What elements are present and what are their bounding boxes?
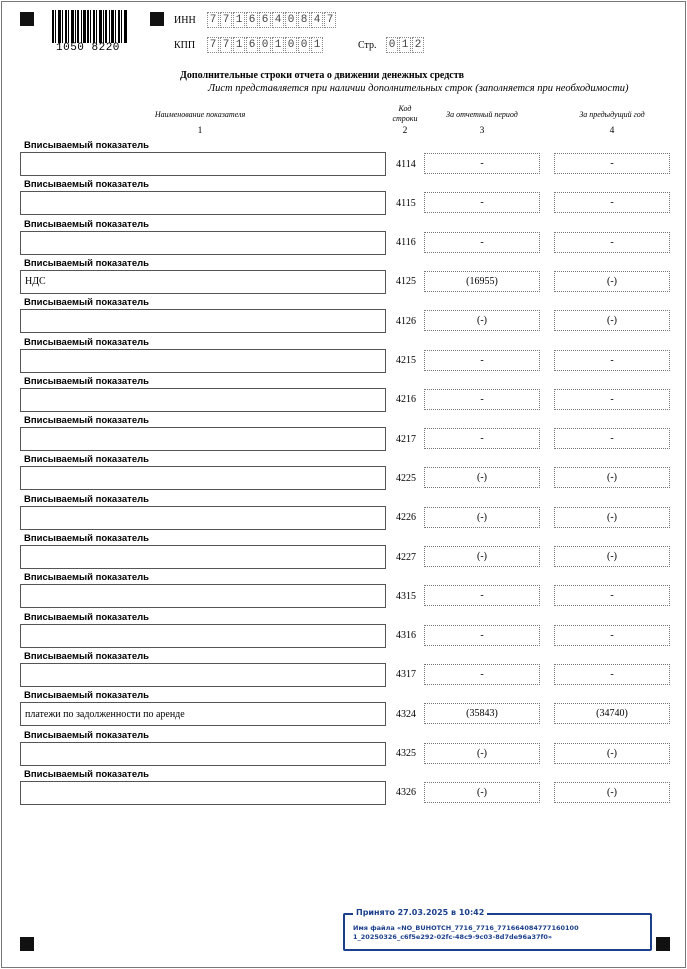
corner-marker-top-left — [20, 12, 34, 26]
digit-cell: 6 — [259, 12, 271, 28]
previous-year-value[interactable]: (-) — [554, 271, 670, 292]
indicator-name-field[interactable] — [20, 388, 386, 412]
col-num-2: 2 — [402, 126, 408, 136]
row-label: Вписываемый показатель — [24, 297, 149, 309]
line-code: 4316 — [396, 630, 416, 642]
digit-cell: 0 — [386, 37, 398, 53]
previous-year-value[interactable]: - — [554, 664, 670, 685]
digit-cell: 4 — [311, 12, 323, 28]
indicator-name-field[interactable] — [20, 427, 386, 451]
previous-year-value[interactable]: - — [554, 585, 670, 606]
form-subtitle: Лист представляется при наличии дополнительных строк (заполняется при необходимости) — [208, 83, 629, 94]
digit-cell: 7 — [220, 37, 232, 53]
indicator-name-field[interactable] — [20, 349, 386, 373]
line-code: 4125 — [396, 276, 416, 288]
current-period-value[interactable]: - — [424, 585, 540, 606]
line-code: 4217 — [396, 433, 416, 445]
page-label: Стр. — [358, 40, 377, 51]
line-code: 4115 — [396, 197, 416, 209]
indicator-name-field[interactable] — [20, 624, 386, 648]
row-label: Вписываемый показатель — [24, 375, 149, 387]
previous-year-value[interactable]: - — [554, 350, 670, 371]
digit-cell: 2 — [412, 37, 424, 53]
line-code: 4326 — [396, 787, 416, 799]
table-row — [0, 533, 687, 572]
digit-cell: 0 — [298, 37, 310, 53]
current-period-value[interactable]: - — [424, 232, 540, 253]
previous-year-value[interactable]: - — [554, 389, 670, 410]
digit-cell: 0 — [259, 37, 271, 53]
digit-cell: 7 — [324, 12, 336, 28]
kpp-field — [207, 37, 324, 53]
digit-cell: 7 — [207, 37, 219, 53]
row-label: Вписываемый показатель — [24, 179, 149, 191]
current-period-value[interactable]: - — [424, 389, 540, 410]
previous-year-value[interactable]: (-) — [554, 743, 670, 764]
previous-year-value[interactable]: - — [554, 192, 670, 213]
table-row — [0, 297, 687, 336]
row-label: Вписываемый показатель — [24, 218, 149, 230]
current-period-value[interactable]: - — [424, 428, 540, 449]
previous-year-value[interactable]: - — [554, 153, 670, 174]
current-period-value[interactable]: (-) — [424, 467, 540, 488]
current-period-value[interactable]: (-) — [424, 507, 540, 528]
row-label: Вписываемый показатель — [24, 533, 149, 544]
digit-cell: 0 — [285, 12, 297, 28]
col-num-1: 1 — [197, 126, 203, 136]
previous-year-value[interactable]: - — [554, 428, 670, 449]
row-label: Вписываемый показатель — [24, 572, 149, 584]
current-period-value[interactable]: - — [424, 664, 540, 685]
line-code: 4114 — [396, 158, 416, 170]
col-num-4: 4 — [609, 126, 615, 136]
row-label: Вписываемый показатель — [24, 611, 149, 623]
indicator-name-field[interactable] — [20, 309, 386, 333]
current-period-value[interactable]: - — [424, 153, 540, 174]
header-code-2: строки — [392, 114, 418, 123]
indicator-name-field[interactable] — [20, 506, 386, 530]
row-label: Вписываемый показатель — [24, 690, 149, 702]
table-row — [0, 415, 687, 454]
row-label: Вписываемый показатель — [24, 454, 149, 466]
line-code: 4215 — [396, 355, 416, 366]
digit-cell: 1 — [233, 37, 245, 53]
table-row — [0, 572, 687, 611]
indicator-name-field[interactable] — [20, 781, 386, 805]
indicator-name-field[interactable] — [20, 191, 386, 215]
indicator-name-field[interactable] — [20, 663, 386, 687]
current-period-value[interactable]: - — [424, 625, 540, 646]
table-row — [0, 769, 687, 808]
table-row — [0, 140, 687, 179]
previous-year-value[interactable]: (-) — [554, 546, 670, 567]
current-period-value[interactable]: (-) — [424, 743, 540, 764]
table-row — [0, 730, 687, 769]
page-number-field — [386, 37, 425, 53]
indicator-name-field[interactable]: НДС — [20, 270, 386, 294]
row-label: Вписываемый показатель — [24, 768, 149, 780]
digit-cell: 6 — [246, 37, 258, 53]
digit-cell: 6 — [246, 12, 258, 28]
current-period-value[interactable]: (16955) — [424, 271, 540, 292]
digit-cell: 1 — [311, 37, 323, 53]
table-row — [0, 337, 687, 376]
line-code: 4216 — [396, 394, 416, 406]
line-code: 4315 — [396, 590, 416, 602]
row-label: Вписываемый показатель — [24, 415, 149, 427]
row-label: Вписываемый показатель — [24, 140, 149, 151]
current-period-value[interactable]: (-) — [424, 546, 540, 567]
current-period-value[interactable]: (-) — [424, 310, 540, 331]
current-period-value[interactable]: - — [424, 192, 540, 213]
table-row — [0, 219, 687, 258]
table-row — [0, 651, 687, 690]
digit-cell: 0 — [285, 37, 297, 53]
previous-year-value[interactable]: (-) — [554, 310, 670, 331]
header-name: Наименование показателя — [154, 110, 246, 119]
row-label: Вписываемый показатель — [24, 257, 149, 269]
indicator-name-field[interactable] — [20, 231, 386, 255]
stamp-accepted: Принято 27.03.2025 в 10:42 — [353, 908, 487, 917]
inn-label: ИНН — [174, 15, 196, 26]
line-code: 4225 — [396, 472, 416, 484]
previous-year-value[interactable]: (34740) — [554, 703, 670, 724]
indicator-name-field[interactable] — [20, 152, 386, 176]
corner-marker-bottom-left — [20, 937, 34, 951]
table-row — [0, 258, 687, 297]
header-code-1: Код — [398, 104, 412, 113]
previous-year-value[interactable]: (-) — [554, 467, 670, 488]
line-code: 4324 — [396, 708, 416, 720]
indicator-name-field[interactable]: платежи по задолженности по аренде — [20, 702, 386, 726]
corner-marker-top-mid — [150, 12, 164, 26]
table-row — [0, 179, 687, 218]
row-label: Вписываемый показатель — [24, 493, 149, 505]
row-label: Вписываемый показатель — [24, 336, 149, 348]
current-period-value[interactable]: (35843) — [424, 703, 540, 724]
indicator-name-field[interactable] — [20, 545, 386, 569]
table-row — [0, 690, 687, 729]
line-code: 4227 — [396, 551, 416, 563]
kpp-label: КПП — [174, 40, 196, 51]
header-prev: За предыдущий год — [579, 110, 645, 119]
digit-cell: 1 — [233, 12, 245, 28]
corner-marker-bottom-right — [656, 937, 670, 951]
barcode-image — [52, 10, 128, 43]
acceptance-stamp — [343, 908, 652, 951]
previous-year-value[interactable]: - — [554, 232, 670, 253]
current-period-value[interactable]: - — [424, 350, 540, 371]
indicator-name-field[interactable] — [20, 584, 386, 608]
table-row — [0, 454, 687, 493]
table-row — [0, 376, 687, 415]
line-code: 4317 — [396, 669, 416, 681]
previous-year-value[interactable]: - — [554, 625, 670, 646]
stamp-filename: Имя файла «NO_BUHOTCH_7716_7716_771664084777160100​1_20250326_c6f5e292-02fc-48c9-9c03-8d7de96a37f0» — [353, 924, 579, 941]
digit-cell: 7 — [207, 12, 219, 28]
header-period: За отчетный период — [446, 110, 518, 119]
digit-cell: 1 — [272, 37, 284, 53]
digit-cell: 1 — [399, 37, 411, 53]
previous-year-value[interactable]: (-) — [554, 782, 670, 803]
previous-year-value[interactable]: (-) — [554, 507, 670, 528]
form-title: Дополнительные строки отчета о движении денежных средств — [180, 70, 465, 81]
line-code: 4325 — [396, 748, 416, 759]
digit-cell: 4 — [272, 12, 284, 28]
row-label: Вписываемый показатель — [24, 729, 149, 741]
indicator-name-field[interactable] — [20, 466, 386, 490]
line-code: 4126 — [396, 315, 416, 327]
digit-cell: 7 — [220, 12, 232, 28]
current-period-value[interactable]: (-) — [424, 782, 540, 803]
table-row — [0, 612, 687, 651]
barcode-number: 1050 8220 — [56, 42, 120, 54]
inn-field — [207, 12, 337, 28]
indicator-name-field[interactable] — [20, 742, 386, 766]
row-label: Вписываемый показатель — [24, 650, 149, 662]
digit-cell: 8 — [298, 12, 310, 28]
col-num-3: 3 — [479, 126, 485, 136]
line-code: 4226 — [396, 512, 416, 524]
line-code: 4116 — [396, 237, 416, 249]
table-row — [0, 494, 687, 533]
